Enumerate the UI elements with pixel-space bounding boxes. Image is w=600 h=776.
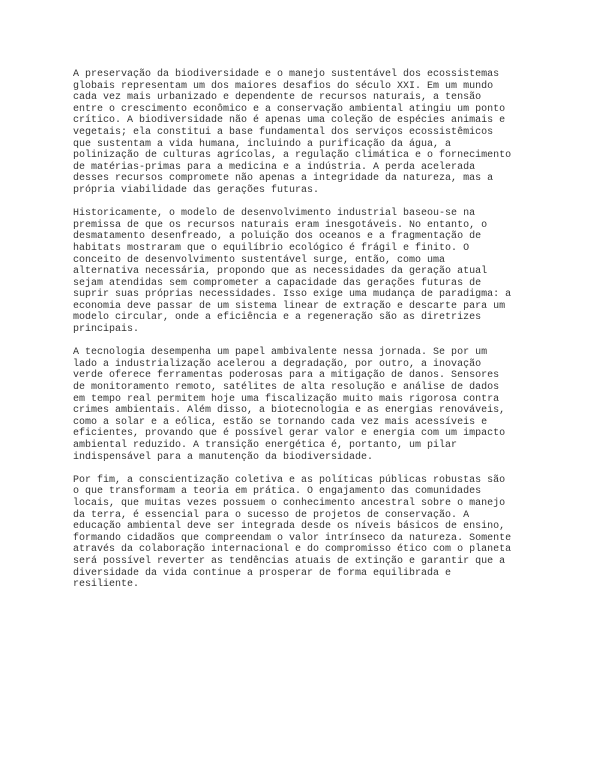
text-line: formando cidadãos que compreendam o valor intrínseco da natureza. Somente xyxy=(73,532,512,544)
text-line: de monitoramento remoto, satélites de alta resolução e análise de dados xyxy=(73,382,500,394)
text-line: economia deve passar de um sistema linear de extração e descarte para um xyxy=(73,300,506,312)
text-line: cada vez mais urbanizado e dependente de recursos naturais, a tensão xyxy=(73,92,482,104)
text-line: A tecnologia desempenha um papel ambivalente nessa jornada. Se por um xyxy=(73,347,488,359)
text-line: será possível reverter as tendências atuais de extinção e garantir que a xyxy=(73,555,506,567)
text-line: A preservação da biodiversidade e o manejo sustentável dos ecossistemas xyxy=(73,69,500,80)
text-line: suprir suas próprias necessidades. Isso exige uma mudança de paradigma: a xyxy=(73,289,512,301)
text-line: própria viabilidade das gerações futuras. xyxy=(73,184,320,196)
text-line: através da colaboração internacional e do compromisso ético com o planeta xyxy=(73,544,512,556)
text-line: premissa de que os recursos naturais eram inesgotáveis. No entanto, o xyxy=(73,219,488,231)
text-line: globais representam um dos maiores desafios do século XXI. Em um mundo xyxy=(73,80,494,92)
text-line: habitats mostraram que o equilíbrio ecológico é frágil e finito. O xyxy=(73,242,470,254)
text-line: em tempo real permitem hoje uma fiscalização muito mais rigorosa contra xyxy=(73,393,500,405)
text-line: vegetais; ela constitui a base fundamental dos serviços ecossistêmicos xyxy=(73,126,494,138)
text-line: ambiental reduzido. A transição energética é, portanto, um pilar xyxy=(73,440,458,451)
text-line: que sustentam a vida humana, incluindo a purificação da água, a xyxy=(73,138,452,150)
text-line: polinização de culturas agrícolas, a regulação climática e o fornecimento xyxy=(73,150,512,162)
text-line: Por fim, a conscientização coletiva e as políticas públicas robustas são xyxy=(73,474,506,486)
text-line: resiliente. xyxy=(73,579,140,591)
text-line: locais, que muitas vezes possuem o conhecimento ancestral sobre o manejo xyxy=(73,497,506,509)
text-line: sejam atendidas sem comprometer a capacidade das gerações futuras de xyxy=(73,277,482,289)
text-line: eficientes, provando que é possível gerar valor e energia com um impacto xyxy=(73,428,506,440)
text-line: educação ambiental deve ser integrada desde os níveis básicos de ensino, xyxy=(73,521,506,533)
text-line: de matérias-primas para a medicina e a indústria. A perda acelerada xyxy=(73,161,476,173)
text-line: principais. xyxy=(73,324,140,336)
text-line: Historicamente, o modelo de desenvolvimento industrial baseou-se na xyxy=(73,208,476,220)
text-line: alternativa necessária, propondo que as necessidades da geração atual xyxy=(73,266,488,278)
text-line: como a solar e a eólica, estão se tornando cada vez mais acessíveis e xyxy=(73,416,488,428)
document-page xyxy=(73,69,543,602)
text-line: crimes ambientais. Além disso, a biotecnologia e as energias renováveis, xyxy=(73,405,506,417)
paragraph-2 xyxy=(73,208,543,336)
text-line: conceito de desenvolvimento sustentável surge, então, como uma xyxy=(73,254,446,266)
text-line: verde oferece ferramentas poderosas para a mitigação de danos. Sensores xyxy=(73,370,500,382)
text-line: crítico. A biodiversidade não é apenas uma coleção de espécies animais e xyxy=(73,115,506,127)
text-line: desmatamento desenfreado, a poluição dos oceanos e a fragmentação de xyxy=(73,231,482,243)
text-line: o que transformam a teoria em prática. O engajamento das comunidades xyxy=(73,486,482,498)
text-line: entre o crescimento econômico e a conservação ambiental atingiu um ponto xyxy=(73,103,506,115)
text-line: da terra, é essencial para o sucesso de projetos de conservação. A xyxy=(73,509,470,521)
paragraph-3 xyxy=(73,347,543,463)
paragraph-1 xyxy=(73,69,543,197)
text-line: indispensável para a manutenção da biodiversidade. xyxy=(73,451,374,463)
text-line: lado a industrialização acelerou a degradação, por outro, a inovação xyxy=(73,358,482,370)
text-line: diversidade da vida continue a prosperar de forma equilibrada e xyxy=(73,567,452,579)
text-line: desses recursos compromete não apenas a integridade da natureza, mas a xyxy=(73,173,494,185)
paragraph-4 xyxy=(73,475,543,591)
text-line: modelo circular, onde a eficiência e a regeneração são as diretrizes xyxy=(73,312,482,324)
